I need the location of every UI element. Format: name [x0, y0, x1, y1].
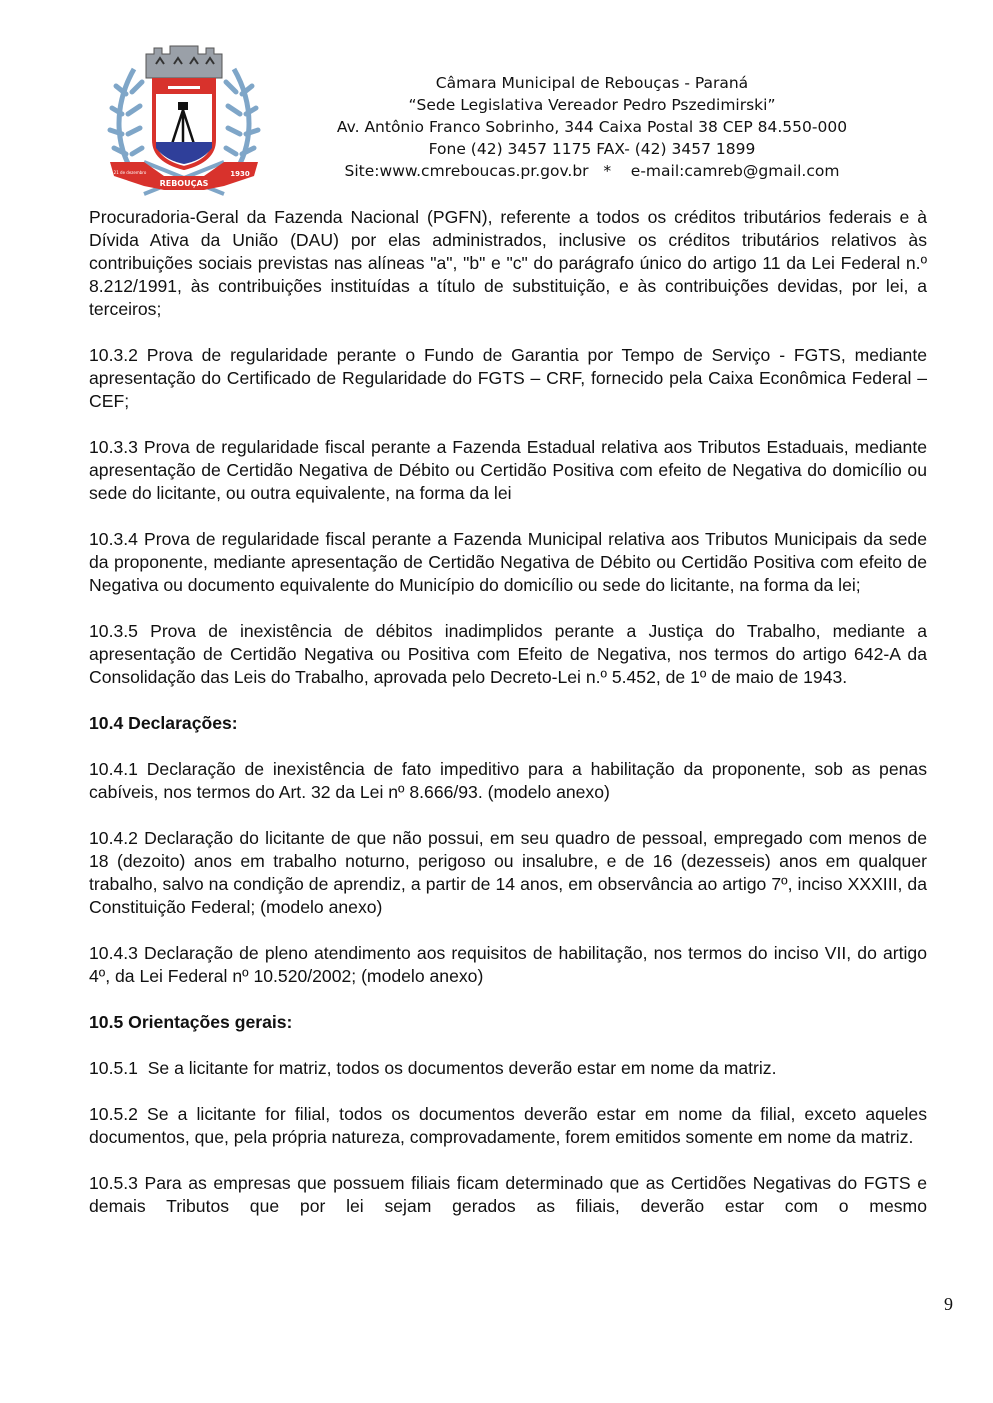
paragraph-10-4-2: 10.4.2 Declaração do licitante de que não possui, em seu quadro de pessoal, empregado com menos de 18 (dezoito) anos em trabalho noturno, perigoso ou insalubre, e de 16 (dezesseis) anos em qualquer trabalho, salvo na condição de aprendiz, a partir de 14 anos, em observância ao artigo 7º, inciso XXXIII, da Constituição Federal; (modelo anexo)	[89, 828, 927, 917]
paragraph-10-3-4: 10.3.4 Prova de regularidade fiscal perante a Fazenda Municipal relativa aos Tributos Municipais da sede da proponente, mediante apresentação de Certidão Negativa de Débito ou Certidão Positiva com efeito de Negativa ou documento equivalente do Município do domicílio ou sede do licitante, na forma da lei;	[89, 529, 927, 595]
coat-of-arms-logo	[104, 44, 264, 200]
paragraph-10-3-5: 10.3.5 Prova de inexistência de débitos inadimplidos perante a Justiça do Trabalho, mediante a apresentação de Certidão Negativa ou Positiva com Efeito de Negativa, nos termos do artigo 642-A da Consolidação das Leis do Trabalho, aprovada pelo Decreto-Lei n.º 5.452, de 1º de maio de 1943.	[89, 621, 927, 687]
document-body	[89, 206, 927, 1241]
paragraph-10-3-2: 10.3.2 Prova de regularidade perante o Fundo de Garantia por Tempo de Serviço - FGTS, mediante apresentação do Certificado de Regularidade do FGTS – CRF, fornecido pela Caixa Econômica Federal – CEF;	[89, 345, 927, 411]
paragraph-pgfn: Procuradoria-Geral da Fazenda Nacional (PGFN), referente a todos os créditos tributários federais e à Dívida Ativa da União (DAU) por elas administrados, inclusive os créditos tributários relativos às contribuições sociais previstas nas alíneas "a", "b" e "c" do parágrafo único do artigo 11 da Lei Federal n.º 8.212/1991, às contribuições instituídas a título de substituição, e às contribuições devidas, por lei, a terceiros;	[89, 207, 927, 319]
paragraph-10-4-1: 10.4.1 Declaração de inexistência de fato impeditivo para a habilitação da proponente, sob as penas cabíveis, nos termos do Art. 32 da Lei nº 8.666/93. (modelo anexo)	[89, 759, 927, 802]
logo-left-text: 21 de dezembro	[113, 170, 147, 175]
page-number: 9	[944, 1294, 953, 1314]
letterhead-title: Câmara Municipal de Rebouças - Paraná	[435, 74, 749, 92]
paragraph-10-5-3: 10.5.3 Para as empresas que possuem filiais ficam determinado que as Certidões Negativas do FGTS e demais Tributos que por lei sejam gerados as filiais, deverão estar com o mesmo	[89, 1173, 927, 1216]
letterhead	[300, 72, 884, 182]
letterhead-address: Av. Antônio Franco Sobrinho, 344 Caixa Postal 38 CEP 84.550-000	[336, 118, 848, 136]
letterhead-subtitle: “Sede Legislativa Vereador Pedro Pszedimirski”	[408, 96, 776, 114]
logo-year: 1930	[230, 170, 250, 178]
letterhead-contact: Site:www.cmreboucas.pr.gov.br * e-mail:camreb@gmail.com	[344, 162, 840, 180]
paragraph-10-3-3: 10.3.3 Prova de regularidade fiscal perante a Fazenda Estadual relativa aos Tributos Estaduais, mediante apresentação de Certidão Negativa de Débito ou Certidão Positiva com efeito de Negativa do domicílio ou sede do licitante, ou outra equivalente, na forma da lei	[89, 437, 927, 503]
paragraph-10-5-1: 10.5.1 Se a licitante for matriz, todos os documentos deverão estar em nome da matriz.	[89, 1058, 777, 1078]
paragraph-10-5-2: 10.5.2 Se a licitante for filial, todos os documentos deverão estar em nome da filial, exceto aqueles documentos, que, pela própria natureza, comprovadamente, forem emitidos somente em nome da matriz.	[89, 1104, 927, 1147]
letterhead-phone: Fone (42) 3457 1175 FAX- (42) 3457 1899	[428, 140, 756, 158]
section-heading-10-5: 10.5 Orientações gerais:	[89, 1012, 293, 1032]
logo-banner-text: REBOUÇAS	[159, 179, 209, 188]
section-heading-10-4: 10.4 Declarações:	[89, 713, 238, 733]
paragraph-10-4-3: 10.4.3 Declaração de pleno atendimento aos requisitos de habilitação, nos termos do inciso VII, do artigo 4º, da Lei Federal nº 10.520/2002; (modelo anexo)	[89, 943, 927, 986]
